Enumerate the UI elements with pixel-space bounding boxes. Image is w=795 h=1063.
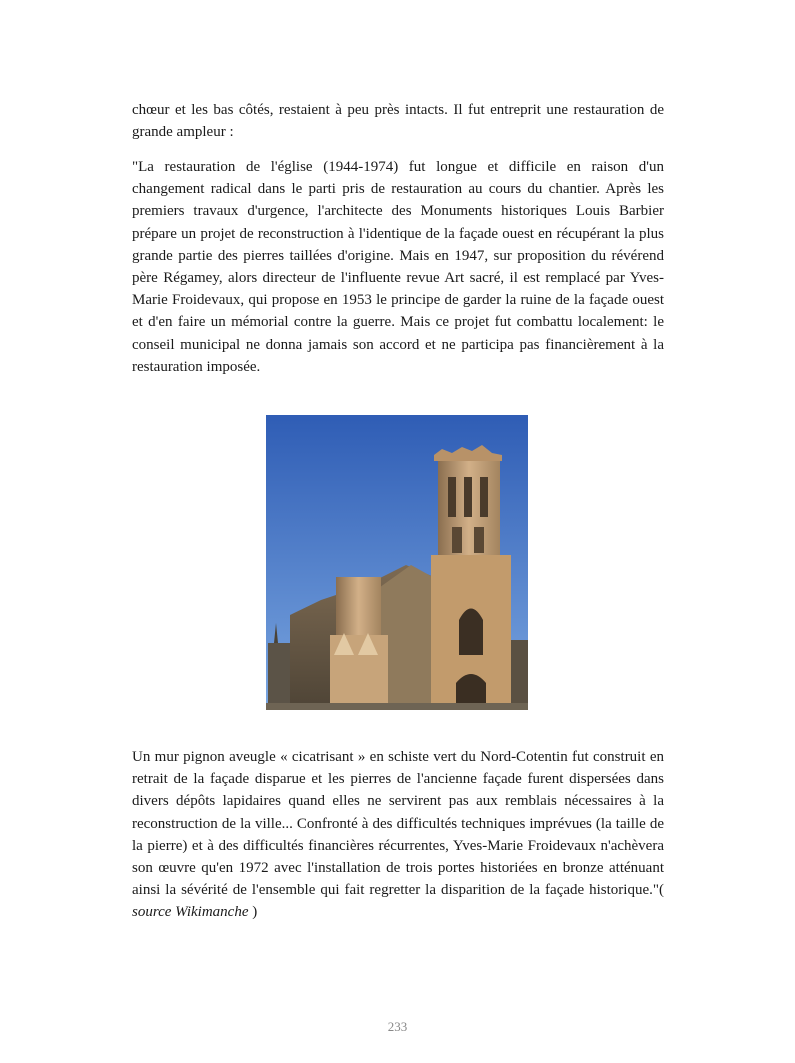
church-photo — [266, 415, 528, 710]
gothic-window — [459, 609, 483, 656]
tower-window — [464, 477, 472, 517]
source-citation: source Wikimanche — [132, 904, 253, 921]
church-illustration — [266, 415, 528, 710]
paragraph-2: "La restauration de l'église (1944-1974) fut longue et difficile en raison d'un changement radical dans le parti pris de restauration au cours du chantier. Après les premiers travaux d'urgence, l'architecte des Monuments historiques Louis Barbier prépare un projet de reconstruction à l'identique de la façade ouest en récupérant la plus grande partie des pierres taillées d'origine. Mais en 1947, sur proposition du révérend père Régamey, alors directeur de l'influente revue Art sacré, il est remplacé par Yves-Marie Froidevaux, qui propose en 1953 le principe de garder la ruine de la façade ouest et d'en faire un mémorial contre la guerre. Mais ce projet fut combattu localement: le conseil municipal ne donna jamais son accord et ne participa pas financièrement à la restauration imposée. — [132, 159, 664, 375]
tower-window — [452, 527, 462, 553]
tower-window — [480, 477, 488, 517]
paragraph-3 — [132, 746, 664, 924]
tower-window — [474, 527, 484, 553]
ground — [266, 703, 528, 710]
page-number: 233 — [387, 1019, 408, 1034]
paragraph-1: chœur et les bas côtés, restaient à peu près intacts. Il fut entreprit une restauration de grande ampleur : — [132, 102, 664, 141]
closing-paren: ) — [252, 904, 258, 921]
town-building — [511, 640, 528, 710]
paragraph-3-text: Un mur pignon aveugle « cicatrisant » en schiste vert du Nord-Cotentin fut construit en retrait de la façade disparue et les pierres de l'ancienne façade furent dispersées dans divers dépôts lapidaires quand elles ne servirent pas aux remblais nécessaires à la reconstruction de la ville... Confronté à des difficultés techniques imprévues (la taille de la pierre) et à des difficultés financières récurrentes, Yves-Marie Froidevaux n'achèvera son œuvre qu'en 1972 avec l'installation de trois portes historiées en bronze atténuant ainsi la sévérité de l'ensemble qui fait regretter la disparition de la façade historique."( — [132, 749, 664, 899]
tower-window — [448, 477, 456, 517]
